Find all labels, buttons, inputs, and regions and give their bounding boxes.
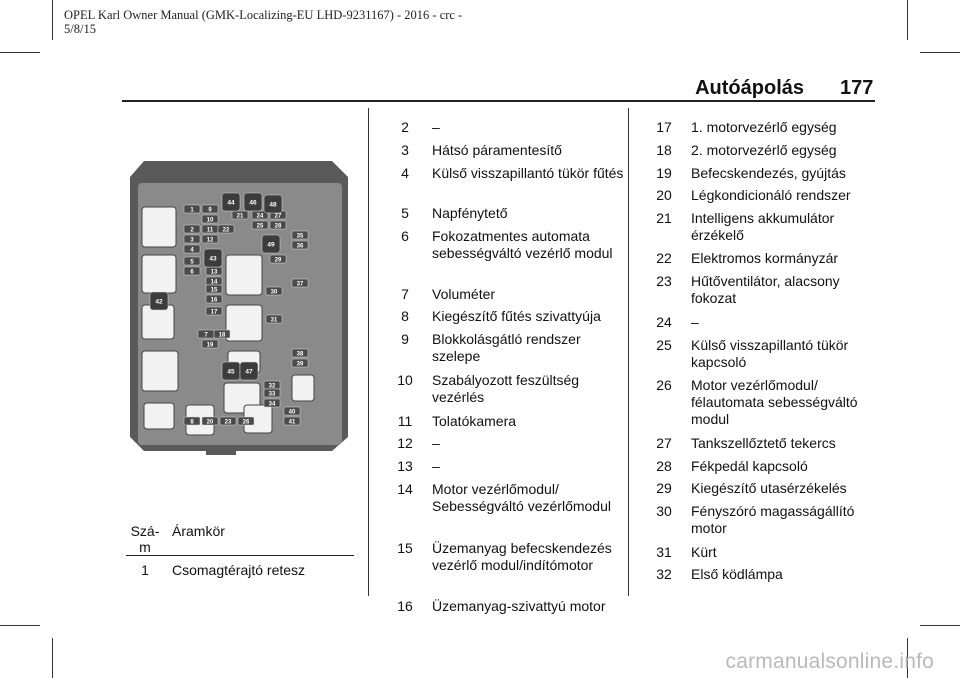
fuse-circuit: – bbox=[432, 435, 440, 451]
svg-text:38: 38 bbox=[296, 351, 304, 358]
fuse-16 bbox=[206, 295, 222, 304]
document-meta bbox=[64, 8, 462, 36]
fuse-5 bbox=[184, 257, 200, 266]
fuse-7 bbox=[198, 330, 214, 339]
fuse-44 bbox=[222, 193, 240, 211]
svg-text:39: 39 bbox=[296, 361, 304, 368]
fuse-circuit: Blokkolásgátló rendszer szelepe bbox=[432, 331, 581, 364]
fuse-circuit: Külső visszapillantó tükör kapcsoló bbox=[691, 337, 849, 370]
fuse-circuit: Intelligens akkumulátor érzékelő bbox=[691, 210, 835, 243]
fuse-number: 28 bbox=[656, 458, 672, 474]
svg-text:1: 1 bbox=[190, 207, 194, 214]
fuse-circuit: – bbox=[432, 119, 440, 135]
svg-text:23: 23 bbox=[224, 419, 232, 426]
table-header-rule bbox=[126, 555, 354, 556]
svg-text:37: 37 bbox=[296, 281, 304, 288]
fuse-circuit: Tankszellőztető tekercs bbox=[691, 435, 836, 451]
fuse-circuit: Légkondicionáló rendszer bbox=[691, 187, 851, 203]
column-divider bbox=[628, 108, 629, 596]
crop-mark bbox=[920, 625, 960, 626]
fuse-number: 8 bbox=[401, 308, 409, 324]
fuse-number: 24 bbox=[656, 314, 672, 330]
fuse-35 bbox=[292, 231, 308, 240]
svg-text:18: 18 bbox=[218, 332, 226, 339]
fuse-number: 18 bbox=[656, 142, 672, 158]
svg-text:13: 13 bbox=[210, 269, 218, 276]
fuse-number: 1 bbox=[141, 562, 149, 578]
relay-slot bbox=[142, 207, 176, 247]
svg-text:24: 24 bbox=[256, 213, 264, 220]
fuse-number: 27 bbox=[656, 435, 672, 451]
fuse-36 bbox=[292, 241, 308, 250]
crop-mark bbox=[920, 52, 960, 53]
svg-text:28: 28 bbox=[274, 223, 282, 230]
fuse-40 bbox=[284, 407, 300, 416]
page-title: Autóápolás bbox=[695, 77, 804, 99]
fuse-21 bbox=[232, 211, 248, 220]
fuse-49 bbox=[262, 235, 280, 253]
fuse-45 bbox=[222, 362, 240, 380]
column-header-number: Szá- m bbox=[130, 523, 160, 555]
fuse-circuit: Külső visszapillantó tükör fűtés bbox=[432, 165, 624, 181]
fuse-28 bbox=[270, 221, 286, 230]
fuse-circuit: Szabályozott feszültség vezérlés bbox=[432, 372, 580, 405]
fuse-19 bbox=[202, 340, 218, 349]
fuse-number: 13 bbox=[397, 458, 413, 474]
fuse-circuit: Motor vezérlőmodul/ félautomata sebességváltó modul bbox=[691, 377, 858, 427]
svg-text:11: 11 bbox=[206, 227, 214, 234]
svg-text:8: 8 bbox=[190, 419, 194, 426]
fuse-circuit: Fékpedál kapcsoló bbox=[691, 458, 808, 474]
fuse-47 bbox=[240, 362, 258, 380]
fuse-number: 6 bbox=[401, 228, 409, 244]
svg-text:32: 32 bbox=[268, 383, 276, 390]
fuse-32 bbox=[264, 381, 280, 390]
svg-text:9: 9 bbox=[208, 207, 212, 214]
fuse-number: 22 bbox=[656, 250, 672, 266]
fuse-41 bbox=[284, 417, 300, 426]
svg-text:48: 48 bbox=[269, 201, 277, 209]
svg-text:34: 34 bbox=[268, 401, 276, 408]
fuse-18 bbox=[214, 330, 230, 339]
fuse-circuit: Elektromos kormányzár bbox=[691, 250, 839, 266]
fuse-circuit: Fokozatmentes automata sebességváltó vezérlő modul bbox=[432, 228, 613, 261]
fuse-circuit: Első ködlámpa bbox=[691, 566, 783, 582]
fuse-number: 7 bbox=[401, 286, 409, 302]
fuse-37 bbox=[292, 279, 308, 288]
svg-text:22: 22 bbox=[222, 227, 230, 234]
fuse-23 bbox=[220, 417, 236, 426]
meta-line-1: OPEL Karl Owner Manual (GMK-Localizing-EU LHD-9231167) - 2016 - crc - bbox=[64, 8, 463, 22]
svg-text:2: 2 bbox=[190, 227, 194, 234]
fuse-4 bbox=[184, 245, 200, 254]
fuse-46 bbox=[244, 193, 262, 211]
svg-text:36: 36 bbox=[296, 243, 304, 250]
fuse-9 bbox=[202, 205, 218, 214]
fuse-43 bbox=[204, 249, 222, 267]
fuse-25 bbox=[252, 221, 268, 230]
fuse-number: 32 bbox=[656, 566, 672, 582]
fuse-42 bbox=[150, 292, 168, 310]
svg-text:3: 3 bbox=[190, 237, 194, 244]
fuse-number: 9 bbox=[401, 331, 409, 347]
page-number: 177 bbox=[840, 77, 874, 99]
fuse-circuit: Csomagtérajtó retesz bbox=[172, 562, 306, 578]
svg-text:35: 35 bbox=[296, 233, 304, 240]
fuse-number: 21 bbox=[656, 210, 672, 226]
fuse-circuit: Voluméter bbox=[432, 286, 496, 302]
fuse-6 bbox=[184, 267, 200, 276]
svg-text:4: 4 bbox=[190, 247, 194, 254]
fuse-13 bbox=[206, 267, 222, 276]
fuse-circuit: Kiegészítő fűtés szivattyúja bbox=[432, 308, 601, 324]
svg-text:46: 46 bbox=[249, 199, 257, 207]
fuse-38 bbox=[292, 349, 308, 358]
relay-slot bbox=[226, 305, 262, 341]
fuse-48 bbox=[264, 195, 282, 213]
svg-text:40: 40 bbox=[288, 409, 296, 416]
fuse-29 bbox=[270, 255, 286, 264]
fuse-number: 11 bbox=[397, 413, 413, 429]
fuse-circuit: Napfénytető bbox=[432, 205, 508, 221]
fuse-10 bbox=[202, 215, 218, 224]
fuse-circuit: Tolatókamera bbox=[432, 413, 517, 429]
relay-slot bbox=[142, 255, 176, 293]
svg-text:6: 6 bbox=[190, 269, 194, 276]
fuse-15 bbox=[206, 285, 222, 294]
svg-text:15: 15 bbox=[210, 287, 218, 294]
svg-text:41: 41 bbox=[288, 419, 296, 426]
fuse-number: 25 bbox=[656, 337, 672, 353]
fuse-circuit: Befecskendezés, gyújtás bbox=[691, 165, 846, 181]
fuse-22 bbox=[218, 225, 234, 234]
column-divider bbox=[368, 108, 369, 596]
svg-text:20: 20 bbox=[206, 419, 214, 426]
svg-text:47: 47 bbox=[245, 368, 253, 376]
crop-mark bbox=[907, 0, 908, 40]
fuse-box-diagram bbox=[126, 155, 356, 455]
fuse-circuit: 2. motorvezérlő egység bbox=[691, 142, 837, 158]
svg-text:43: 43 bbox=[209, 255, 217, 263]
fuse-circuit: – bbox=[432, 458, 440, 474]
svg-text:42: 42 bbox=[155, 298, 163, 306]
fuse-circuit: – bbox=[691, 314, 699, 330]
fuse-number: 15 bbox=[397, 540, 413, 556]
svg-text:27: 27 bbox=[274, 213, 282, 220]
fuse-number: 23 bbox=[656, 273, 672, 289]
relay-slot bbox=[142, 351, 178, 391]
fuse-circuit: Fényszóró magasságállító motor bbox=[691, 503, 855, 536]
fuse-14 bbox=[206, 277, 222, 286]
fuse-circuit: Hátsó páramentesítő bbox=[432, 142, 562, 158]
fuse-1 bbox=[184, 205, 200, 214]
fuse-circuit: 1. motorvezérlő egység bbox=[691, 119, 837, 135]
svg-text:16: 16 bbox=[210, 297, 218, 304]
svg-text:7: 7 bbox=[204, 332, 208, 339]
meta-line-2: 5/8/15 bbox=[64, 22, 96, 36]
fuse-circuit: Kürt bbox=[691, 544, 717, 560]
svg-text:17: 17 bbox=[210, 309, 218, 316]
svg-text:33: 33 bbox=[268, 391, 276, 398]
fuse-11 bbox=[202, 225, 218, 234]
svg-text:10: 10 bbox=[206, 217, 214, 224]
svg-text:14: 14 bbox=[210, 279, 218, 286]
fuse-number: 16 bbox=[397, 598, 413, 614]
relay-slot bbox=[144, 403, 174, 429]
fuse-26 bbox=[238, 417, 254, 426]
fuse-31 bbox=[266, 315, 282, 324]
crop-mark bbox=[52, 638, 53, 678]
fuse-circuit: Üzemanyag-szivattyú motor bbox=[432, 598, 606, 614]
crop-mark bbox=[52, 0, 53, 40]
fuse-circuit: Hűtőventilátor, alacsony fokozat bbox=[691, 273, 840, 306]
fuse-circuit: Üzemanyag befecskendezés vezérlő modul/indítómotor bbox=[432, 540, 612, 573]
svg-text:29: 29 bbox=[274, 257, 282, 264]
fuse-number: 17 bbox=[656, 119, 672, 135]
fuse-30 bbox=[266, 287, 282, 296]
relay-slot bbox=[292, 375, 314, 401]
crop-mark bbox=[0, 625, 40, 626]
fuse-number: 14 bbox=[397, 481, 413, 497]
fuse-33 bbox=[264, 389, 280, 398]
crop-mark bbox=[0, 52, 40, 53]
fuse-20 bbox=[202, 417, 218, 426]
title-rule bbox=[122, 100, 875, 102]
fuse-circuit: Motor vezérlőmodul/ Sebességváltó vezérlőmodul bbox=[432, 481, 611, 514]
fuse-number: 12 bbox=[397, 435, 413, 451]
fuse-2 bbox=[184, 225, 200, 234]
svg-text:12: 12 bbox=[206, 237, 214, 244]
fuse-number: 10 bbox=[397, 372, 413, 388]
fuse-39 bbox=[292, 359, 308, 368]
relay-slot bbox=[226, 255, 262, 295]
fuse-number: 19 bbox=[656, 165, 672, 181]
svg-text:31: 31 bbox=[270, 317, 278, 324]
fuse-number: 29 bbox=[656, 480, 672, 496]
svg-text:25: 25 bbox=[256, 223, 264, 230]
fuse-12 bbox=[202, 235, 218, 244]
fuse-number: 4 bbox=[401, 165, 409, 181]
fuse-number: 5 bbox=[401, 205, 409, 221]
svg-text:19: 19 bbox=[206, 342, 214, 349]
svg-text:44: 44 bbox=[227, 199, 235, 207]
svg-text:45: 45 bbox=[227, 368, 235, 376]
fuse-number: 3 bbox=[401, 142, 409, 158]
fuse-number: 26 bbox=[656, 377, 672, 393]
watermark: carmanualsonline.info bbox=[725, 650, 934, 673]
svg-text:5: 5 bbox=[190, 259, 194, 266]
svg-text:30: 30 bbox=[270, 289, 278, 296]
svg-text:26: 26 bbox=[242, 419, 250, 426]
fuse-34 bbox=[264, 399, 280, 408]
fuse-number: 31 bbox=[656, 544, 672, 560]
fuse-3 bbox=[184, 235, 200, 244]
column-header-circuit: Áramkör bbox=[172, 523, 225, 539]
fuse-circuit: Kiegészítő utasérzékelés bbox=[691, 480, 847, 496]
fuse-17 bbox=[206, 307, 222, 316]
fuse-8 bbox=[184, 417, 200, 426]
svg-text:21: 21 bbox=[236, 213, 244, 220]
svg-text:49: 49 bbox=[267, 241, 275, 249]
fuse-number: 30 bbox=[656, 503, 672, 519]
fuse-number: 20 bbox=[656, 187, 672, 203]
fuse-number: 2 bbox=[401, 119, 409, 135]
